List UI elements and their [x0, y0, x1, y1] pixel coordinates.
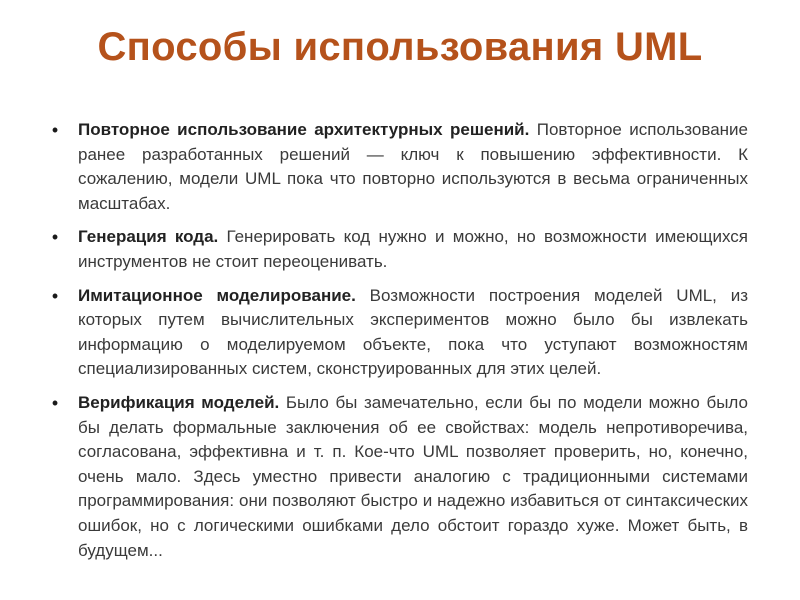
bullet-text: Повторное использование ранее разработанных решений — ключ к повышению эффективности. К сожалению, модели UML пока что повторно используются в весьма ограниченных масштабах.: [78, 120, 748, 213]
bullet-dot-icon: •: [51, 392, 59, 413]
bullet-item-simulation: [48, 284, 748, 382]
bullet-text: Было бы замечательно, если бы по модели можно было бы делать формальные заключения об ее свойствах: модель непротиворечива, согласована, эффективна и т. п. Кое-что UML позволяет проверить, но, конечно, очень мало. Здесь уместно привести аналогию с традиционными системами программирования: они позволяют быстро и надежно избавиться от синтаксических ошибок, но с логическими ошибками дело обстоит гораздо хуже. Может быть, в будущем...: [78, 392, 748, 560]
bullet-item-codegen: [48, 225, 748, 274]
bullet-dot-icon: •: [51, 120, 59, 140]
slide-title: Способы использования UML: [97, 25, 703, 69]
bullet-list: [48, 118, 748, 572]
bullet-lead: Верификация моделей.: [78, 392, 280, 412]
bullet-dot-icon: •: [51, 285, 59, 306]
bullet-item-reuse: [48, 118, 748, 216]
bullet-lead: Генерация кода.: [78, 227, 219, 247]
bullet-item-verification: [48, 391, 748, 563]
bullet-lead: Имитационное моделирование.: [78, 285, 356, 305]
bullet-text: Генерировать код нужно и можно, но возможности имеющихся инструментов не стоит переоценивать.: [78, 227, 748, 271]
bullet-dot-icon: •: [51, 227, 59, 248]
bullet-lead: Повторное использование архитектурных решений.: [78, 120, 530, 139]
bullet-text: Возможности построения моделей UML, из которых путем вычислительных экспериментов можно было бы извлекать информацию о моделируемом объекте, пока что уступают возможностям специализированных систем, сконструированных для этих целей.: [78, 285, 749, 379]
